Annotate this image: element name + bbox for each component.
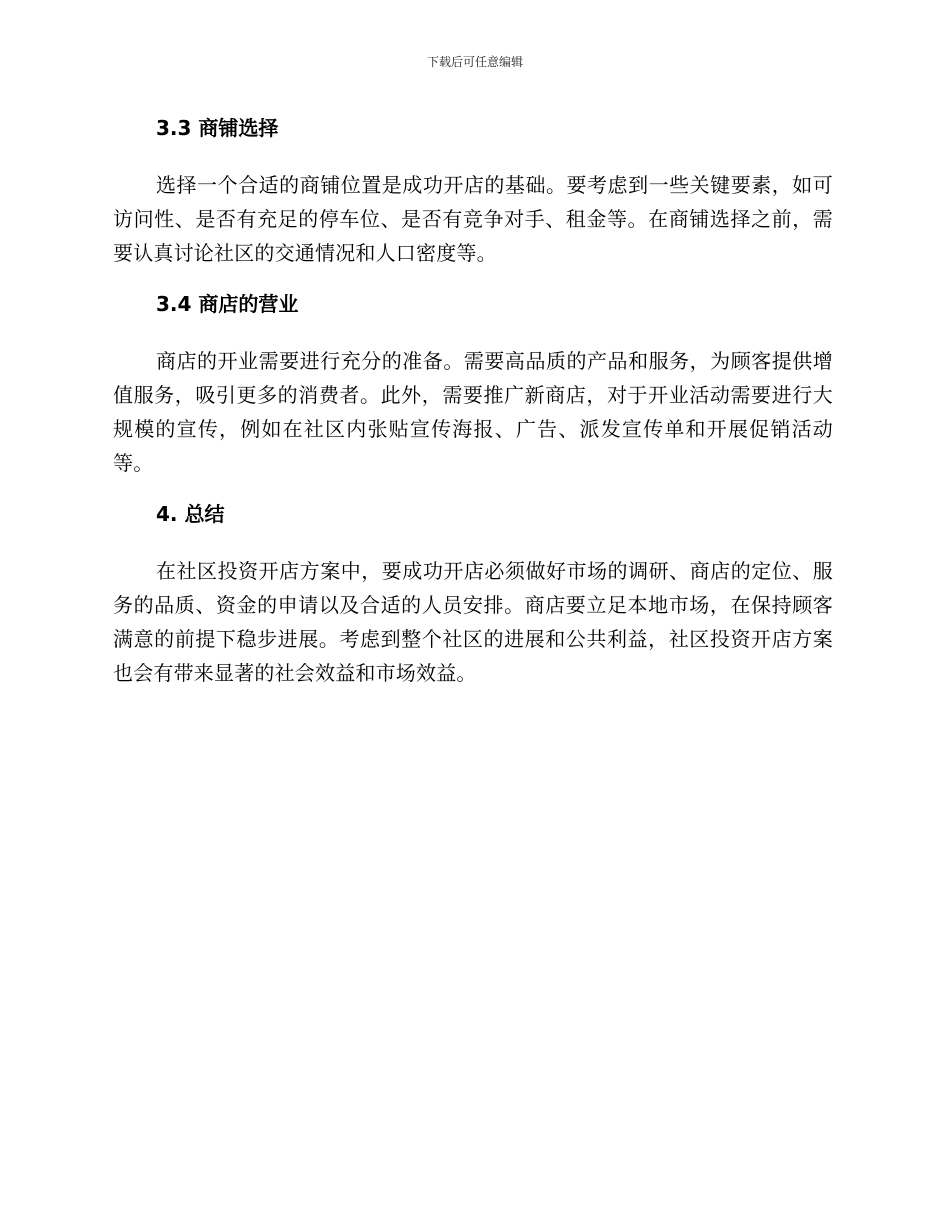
section-heading-3-3: 3.3 商铺选择 [156,116,279,140]
section-paragraph-3-4: 商店的开业需要进行充分的准备。需要高品质的产品和服务，为顾客提供增值服务，吸引更多的消费者。此外，需要推广新商店，对于开业活动需要进行大规模的宣传，例如在社区内张贴宣传海报、广告、派发宣传单和开展促销活动等。 [113,349,833,475]
header-note: 下载后可任意编辑 [426,55,523,69]
section-paragraph-4: 在社区投资开店方案中，要成功开店必须做好市场的调研、商店的定位、服务的品质、资金的申请以及合适的人员安排。商店要立足本地市场，在保持顾客满意的前提下稳步进展。考虑到整个社区的进展和公共利益，社区投资开店方案也会有带来显著的社会效益和市场效益。 [113,559,833,685]
section-heading-3-4: 3.4 商店的营业 [156,292,299,316]
document-body [113,112,833,690]
section-heading-4: 4. 总结 [156,502,225,526]
section-paragraph-3-3: 选择一个合适的商铺位置是成功开店的基础。要考虑到一些关键要素，如可访问性、是否有充足的停车位、是否有竞争对手、租金等。在商铺选择之前，需要认真讨论社区的交通情况和人口密度等。 [113,173,833,265]
